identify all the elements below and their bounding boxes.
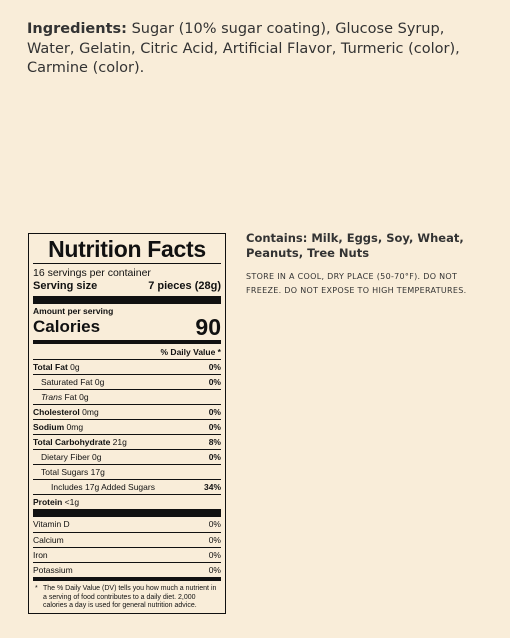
vitamin-name: Calcium <box>33 535 64 545</box>
nutrient-amount: 0mg <box>82 407 99 417</box>
vitamin-name: Vitamin D <box>33 519 70 529</box>
nutrient-dv: 0% <box>208 407 221 417</box>
daily-value-header: % Daily Value * <box>160 347 221 357</box>
serving-size-value: 7 pieces (28g) <box>148 280 221 292</box>
vitamins-list <box>33 517 221 577</box>
nutrient-row-total-fat <box>33 359 221 374</box>
nutrient-amount: 17g <box>90 467 105 477</box>
ingredients-text: Sugar (10% sugar coating), Glucose Syrup, Water, Gelatin, Citric Acid, Artificial Flavor, Turmeric (color), Carmine (color). <box>27 21 460 76</box>
vitamin-dv: 0% <box>208 535 221 545</box>
vitamin-row-calcium <box>33 532 221 547</box>
thick-divider <box>33 296 221 304</box>
nutrient-name: Total Carbohydrate <box>33 437 111 447</box>
thick-divider <box>33 509 221 517</box>
nutrient-dv: 8% <box>208 437 221 447</box>
footnote-text: The % Daily Value (DV) tells you how much a nutrient in a serving of food contributes to a daily diet. 2,000 calories a day is used for general nutrition advice. <box>43 585 217 610</box>
ingredients-label: Ingredients: <box>27 21 127 37</box>
serving-size-label: Serving size <box>33 280 98 292</box>
divider <box>33 263 221 264</box>
nutrient-name: Sodium <box>33 422 65 432</box>
nutrient-dv: 0% <box>208 362 221 372</box>
nutrient-amount: 21g <box>112 437 127 447</box>
nutrient-row-protein <box>33 494 221 509</box>
vitamin-row-potassium <box>33 562 221 577</box>
nutrient-dv: 0% <box>208 452 221 462</box>
nutrient-row-total-carbohydrate <box>33 434 221 449</box>
calories-label: Calories <box>33 317 101 336</box>
footnote-star: * <box>35 585 38 592</box>
nutrient-amount: Fat 0g <box>64 392 89 402</box>
nutrient-dv: 0% <box>208 422 221 432</box>
nutrient-name: Protein <box>33 497 63 507</box>
vitamin-dv: 0% <box>208 550 221 560</box>
vitamin-dv: 0% <box>208 519 221 529</box>
nutrient-row-trans-fat <box>33 389 221 404</box>
allergen-statement: Contains: Milk, Eggs, Soy, Wheat, Peanuts, Tree Nuts <box>246 231 464 260</box>
nutrient-name: Cholesterol <box>33 407 80 417</box>
nutrient-row-added-sugars <box>33 479 221 494</box>
vitamin-row-vitamin-d <box>33 517 221 532</box>
vitamin-dv: 0% <box>208 565 221 575</box>
nutrient-dv: 34% <box>203 482 221 492</box>
nutrient-name: Dietary Fiber <box>41 452 90 462</box>
nutrient-name: Includes 17g Added Sugars <box>51 482 155 492</box>
nutrient-row-saturated-fat <box>33 374 221 389</box>
storage-instructions: STORE IN A COOL, DRY PLACE (50-70°F). DO NOT FREEZE. DO NOT EXPOSE TO HIGH TEMPERATURES. <box>246 272 467 295</box>
nutrient-amount: <1g <box>64 497 80 507</box>
nutrient-name: Total Sugars <box>41 467 89 477</box>
ingredients-statement <box>27 20 489 79</box>
nutrient-amount: 0mg <box>66 422 84 432</box>
amount-per-serving: Amount per serving <box>33 306 114 316</box>
nutrition-facts-panel <box>28 233 226 614</box>
nutrient-row-sodium <box>33 419 221 434</box>
daily-value-footnote <box>33 581 221 611</box>
nutrient-name: Saturated Fat <box>41 377 93 387</box>
nutrient-row-dietary-fiber <box>33 449 221 464</box>
nutrient-row-cholesterol <box>33 404 221 419</box>
calories-value: 90 <box>195 314 221 340</box>
vitamin-name: Potassium <box>33 565 73 575</box>
vitamin-name: Iron <box>33 550 48 560</box>
serving-size-row <box>33 280 221 293</box>
nutrient-row-total-sugars <box>33 464 221 479</box>
nutrient-dv: 0% <box>208 377 221 387</box>
nutrient-amount: 0g <box>92 452 102 462</box>
nutrient-name: Total Fat <box>33 362 68 372</box>
nutrition-facts-title: Nutrition Facts <box>48 236 206 262</box>
nutrient-name: Trans <box>41 392 63 402</box>
vitamin-row-iron <box>33 547 221 562</box>
calories-row <box>33 316 221 338</box>
servings-per-container: 16 servings per container <box>33 267 151 279</box>
nutrient-amount: 0g <box>70 362 80 372</box>
nutrient-amount: 0g <box>94 377 105 387</box>
